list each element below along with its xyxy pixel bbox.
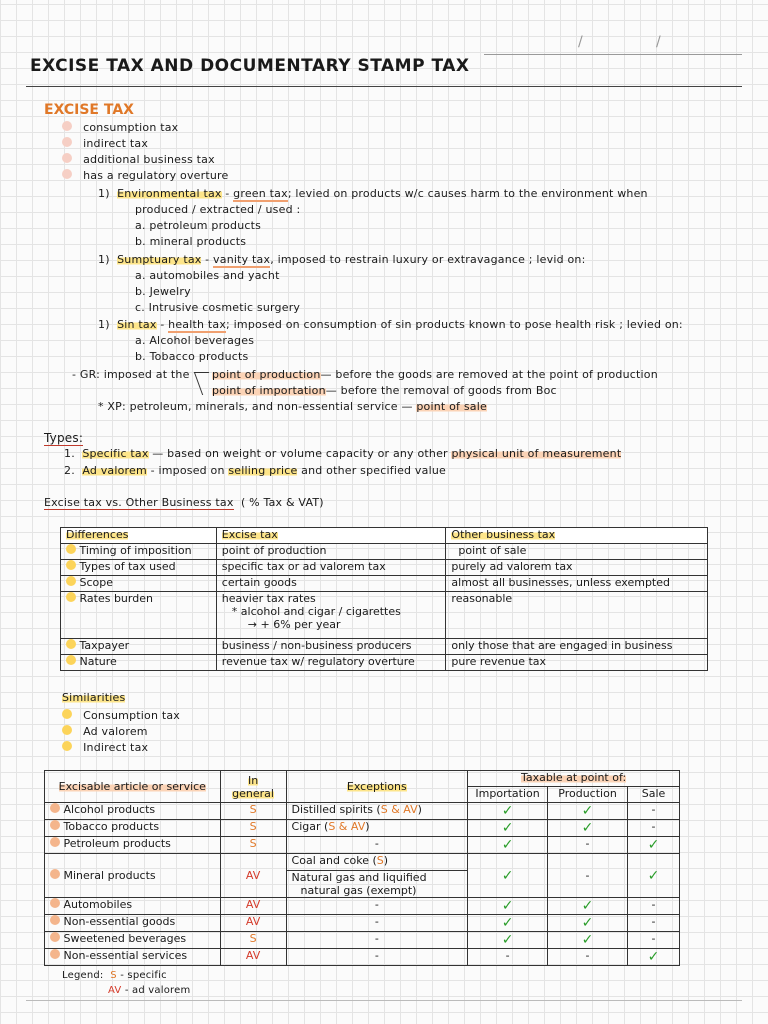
exception-line: natural gas (exempt): [300, 884, 417, 897]
item-number: 1.: [64, 447, 75, 460]
legend-av-text: - ad valorem: [124, 985, 191, 996]
table-cell: -: [628, 915, 680, 932]
table-cell: revenue tax w/ regulatory overture: [216, 655, 446, 671]
table-cell: certain goods: [216, 576, 446, 592]
list-item-text: indirect tax: [83, 137, 149, 150]
title-divider: [26, 86, 742, 87]
bullet-dot: [62, 137, 72, 147]
bullet-dot: [50, 869, 60, 879]
bullet-dot: [50, 949, 60, 959]
sin-tax-alias: health tax: [168, 318, 227, 331]
cell-text: ): [365, 820, 370, 833]
gr-label: - GR: imposed at the: [72, 368, 190, 381]
table-cell: only those that are engaged in business: [446, 639, 708, 655]
list-item: [62, 725, 148, 738]
bullet-dot: [62, 169, 72, 179]
cell-text: Nature: [79, 655, 117, 668]
table-cell: pure revenue tax: [446, 655, 708, 671]
legend-s-code: S: [110, 970, 117, 981]
table-cell: -: [548, 854, 628, 898]
bullet-dot: [66, 592, 76, 602]
list-item: [62, 137, 148, 150]
env-tax-desc: ; levied on products w/c causes harm to the environment when: [287, 187, 648, 200]
table-cell: ✓: [548, 820, 628, 837]
cell-code: S: [376, 854, 384, 867]
table-cell: ✓: [548, 898, 628, 915]
table-cell: [45, 854, 221, 898]
table-row: [45, 854, 680, 898]
sump-tax-term: Sumptuary tax: [117, 253, 202, 266]
table-cell: ✓: [468, 915, 548, 932]
item-number: 1): [98, 187, 110, 200]
cell-text: heavier tax rates: [221, 592, 316, 605]
table-cell: [45, 915, 221, 932]
cell-text: ): [417, 803, 422, 816]
table-cell: -: [548, 837, 628, 854]
table-cell: S: [220, 837, 286, 854]
item-number: 1): [98, 253, 110, 266]
table-cell: ✓: [468, 837, 548, 854]
gr-production-term: point of production: [212, 368, 321, 381]
bullet-dot: [66, 655, 76, 665]
gr-importation-desc: — before the removal of goods from Boc: [325, 384, 557, 397]
list-item: [62, 741, 148, 754]
list-item: b. mineral products: [135, 235, 247, 248]
table-header: [45, 771, 221, 803]
table-row: [61, 655, 708, 671]
table-row: [45, 837, 680, 854]
cell-text: Non-essential services: [63, 949, 188, 962]
table-cell: [446, 544, 708, 560]
table-cell: [61, 576, 217, 592]
page-title: EXCISE TAX AND DOCUMENTARY STAMP TAX: [30, 56, 470, 76]
table-cell: -: [286, 915, 468, 932]
item-number: 1): [98, 318, 110, 331]
cell-text: Taxpayer: [79, 639, 130, 652]
env-tax-line2: produced / extracted / used :: [135, 203, 301, 216]
cell-text: Sweetened beverages: [63, 932, 187, 945]
table-header: [220, 771, 286, 803]
table-cell: S: [220, 932, 286, 949]
exception-line: Natural gas and liquified: [291, 871, 427, 884]
list-item: [62, 169, 229, 182]
cell-text: Tobacco products: [63, 820, 160, 833]
type-specific-term: Specific tax: [82, 447, 149, 460]
bullet-dot: [66, 639, 76, 649]
list-item: [62, 121, 178, 134]
cell-code: S & AV: [380, 803, 418, 816]
sin-tax-desc: ; imposed on consumption of sin products known to pose health risk ; levied on:: [226, 318, 683, 331]
cell-text: Petroleum products: [63, 837, 171, 850]
bullet-dot: [62, 153, 72, 163]
header-text: Excise tax: [221, 528, 278, 541]
table-header: Sale: [628, 787, 680, 803]
table-cell: -: [286, 898, 468, 915]
table-cell: [45, 932, 221, 949]
table-cell: ✓: [468, 854, 548, 898]
env-tax-term: Environmental tax: [117, 187, 222, 200]
table-row: [61, 592, 708, 639]
cell-code: S & AV: [328, 820, 366, 833]
list-item: c. Intrusive cosmetic surgery: [135, 301, 301, 314]
table-cell: AV: [220, 949, 286, 966]
bullet-dot: [50, 898, 60, 908]
bullet-dot: [66, 560, 76, 570]
table-cell: ✓: [468, 803, 548, 820]
similarities-heading-text: Similarities: [62, 691, 126, 704]
legend-label: Legend:: [62, 970, 104, 981]
type-advalorem-desc: - imposed on: [146, 464, 229, 477]
cell-text: Scope: [79, 576, 114, 589]
list-item-text: Ad valorem: [83, 725, 148, 738]
type-specific-highlight: physical unit of measurement: [451, 447, 622, 460]
dash: -: [221, 187, 234, 200]
table-cell: ✓: [628, 837, 680, 854]
bullet-dot: [62, 725, 72, 735]
header-text: Exceptions: [346, 780, 407, 793]
table-cell: -: [286, 932, 468, 949]
table-header: [468, 771, 680, 787]
xp-label: * XP: petroleum, minerals, and non-essential service —: [98, 400, 413, 413]
table-cell: purely ad valorem tax: [446, 560, 708, 576]
table-cell: [61, 560, 217, 576]
header-text: In general: [232, 773, 274, 800]
type-advalorem-tail: and other specified value: [297, 464, 446, 477]
table-row: [61, 576, 708, 592]
table-cell: -: [286, 837, 468, 854]
table-cell: ✓: [628, 949, 680, 966]
table-cell: [61, 655, 217, 671]
table-cell: ✓: [548, 932, 628, 949]
bullet-dot: [50, 837, 60, 847]
table-cell: almost all businesses, unless exempted: [446, 576, 708, 592]
env-tax-alias: green tax: [233, 187, 288, 200]
list-item: b. Jewelry: [135, 285, 191, 298]
type-specific: [64, 447, 621, 460]
table-cell: [286, 854, 468, 898]
table-cell: ✓: [548, 803, 628, 820]
table-row: [61, 544, 708, 560]
articles-table: [44, 770, 680, 966]
table-cell: [61, 639, 217, 655]
comparison-note: ( % Tax & VAT): [240, 496, 324, 509]
comparison-heading: Excise tax vs. Other Business tax: [44, 496, 234, 509]
cell-text: Timing of imposition: [79, 544, 192, 557]
table-cell: ✓: [468, 820, 548, 837]
type-advalorem-term: Ad valorem: [82, 464, 147, 477]
xp-sale-term: point of sale: [416, 400, 487, 413]
cell-text: point of sale: [458, 544, 527, 557]
comparison-table: [60, 527, 708, 671]
table-row: [45, 932, 680, 949]
cell-text: Rates burden: [79, 592, 153, 605]
bottom-divider: [26, 1000, 742, 1001]
table-row: [45, 820, 680, 837]
bullet-dot: [50, 915, 60, 925]
list-item-text: Indirect tax: [83, 741, 149, 754]
bullet-dot: [66, 544, 76, 554]
table-cell: -: [628, 932, 680, 949]
cell-text: Alcohol products: [63, 803, 156, 816]
table-cell: specific tax or ad valorem tax: [216, 560, 446, 576]
table-header: [61, 528, 217, 544]
date-separator: /: [656, 34, 661, 50]
table-cell: S: [220, 803, 286, 820]
table-cell: [45, 803, 221, 820]
legend-av-code: AV: [108, 985, 122, 996]
table-cell: ✓: [548, 915, 628, 932]
bullet-dot: [66, 576, 76, 586]
table-header: Production: [548, 787, 628, 803]
dash: -: [156, 318, 169, 331]
item-number: 2.: [64, 464, 75, 477]
table-cell: ✓: [468, 898, 548, 915]
list-item-text: has a regulatory overture: [83, 169, 229, 182]
list-item-text: Consumption tax: [83, 709, 181, 722]
sump-tax-alias: vanity tax: [213, 253, 271, 266]
types-heading: Types:: [44, 431, 84, 445]
table-cell: [45, 898, 221, 915]
comparison-heading-line: [44, 496, 324, 509]
table-cell: AV: [220, 915, 286, 932]
bullet-dot: [62, 741, 72, 751]
cell-note: → + 6% per year: [247, 618, 341, 631]
gr-importation: [212, 384, 557, 397]
table-row: [45, 949, 680, 966]
gr-importation-term: point of importation: [212, 384, 326, 397]
legend-s-text: - specific: [120, 970, 167, 981]
bullet-dot: [50, 820, 60, 830]
list-item-text: additional business tax: [83, 153, 215, 166]
similarities-heading: [62, 691, 125, 704]
table-row: [61, 560, 708, 576]
table-header: [216, 528, 446, 544]
env-tax-line: [98, 187, 648, 200]
table-header: [446, 528, 708, 544]
table-row: [45, 803, 680, 820]
cell-text: Coal and coke (: [291, 854, 377, 867]
header-text: Excisable article or service: [58, 780, 206, 793]
list-item: [62, 709, 180, 722]
table-row: [61, 639, 708, 655]
bullet-dot: [50, 932, 60, 942]
table-cell: [61, 544, 217, 560]
table-cell: [61, 592, 217, 639]
list-item: [62, 153, 215, 166]
section-heading-excise: EXCISE TAX: [44, 102, 134, 118]
table-cell: -: [548, 949, 628, 966]
cell-text: Non-essential goods: [63, 915, 176, 928]
list-item: a. automobiles and yacht: [135, 269, 280, 282]
table-cell: -: [628, 803, 680, 820]
list-item: b. Tobacco products: [135, 350, 249, 363]
list-item: a. petroleum products: [135, 219, 262, 232]
table-cell: business / non-business producers: [216, 639, 446, 655]
table-cell: -: [628, 820, 680, 837]
table-cell: -: [468, 949, 548, 966]
table-cell: AV: [220, 898, 286, 915]
table-cell: ✓: [468, 932, 548, 949]
header-text: Taxable at point of:: [520, 771, 627, 784]
table-cell: point of production: [216, 544, 446, 560]
bullet-dot: [50, 803, 60, 813]
table-cell: [45, 837, 221, 854]
list-item: a. Alcohol beverages: [135, 334, 255, 347]
dash: -: [201, 253, 214, 266]
table-cell: [216, 592, 446, 639]
header-text: Differences: [66, 528, 129, 541]
table-row: [45, 915, 680, 932]
type-advalorem-highlight: selling price: [228, 464, 298, 477]
bullet-dot: [62, 121, 72, 131]
exception-line: [287, 854, 468, 871]
cell-text: Types of tax used: [79, 560, 176, 573]
table-row: [45, 898, 680, 915]
table-cell: reasonable: [446, 592, 708, 639]
table-header-row: [61, 528, 708, 544]
table-cell: -: [628, 898, 680, 915]
list-item-text: consumption tax: [83, 121, 179, 134]
cell-text: Cigar (: [291, 820, 329, 833]
date-separator: /: [578, 34, 583, 50]
table-cell: [286, 820, 468, 837]
cell-text: Mineral products: [63, 869, 156, 882]
gr-production: [212, 368, 658, 381]
sin-tax-line: [98, 318, 683, 331]
table-header-row: [45, 771, 680, 787]
type-advalorem: [64, 464, 446, 477]
gr-production-desc: — before the goods are removed at the point of production: [320, 368, 658, 381]
cell-note: * alcohol and cigar / cigarettes: [231, 605, 401, 618]
legend-specific: [62, 970, 167, 981]
bullet-dot: [62, 709, 72, 719]
header-text: Other business tax: [451, 528, 556, 541]
sin-tax-term: Sin tax: [117, 318, 157, 331]
table-cell: [45, 820, 221, 837]
table-cell: AV: [220, 854, 286, 898]
table-header: [286, 771, 468, 803]
table-cell: S: [220, 820, 286, 837]
sump-tax-desc: , imposed to restrain luxury or extravagance ; levid on:: [270, 253, 586, 266]
cell-text: Distilled spirits (: [291, 803, 381, 816]
type-specific-desc: — based on weight or volume capacity or any other: [148, 447, 452, 460]
cell-text: ): [383, 854, 389, 867]
table-cell: [45, 949, 221, 966]
legend-advalorem: [108, 985, 190, 996]
table-cell: ✓: [628, 854, 680, 898]
sump-tax-line: [98, 253, 585, 266]
table-cell: -: [286, 949, 468, 966]
table-header: Importation: [468, 787, 548, 803]
cell-text: Automobiles: [63, 898, 133, 911]
xp-line: [98, 400, 487, 413]
date-line: [484, 54, 742, 55]
table-cell: [286, 803, 468, 820]
